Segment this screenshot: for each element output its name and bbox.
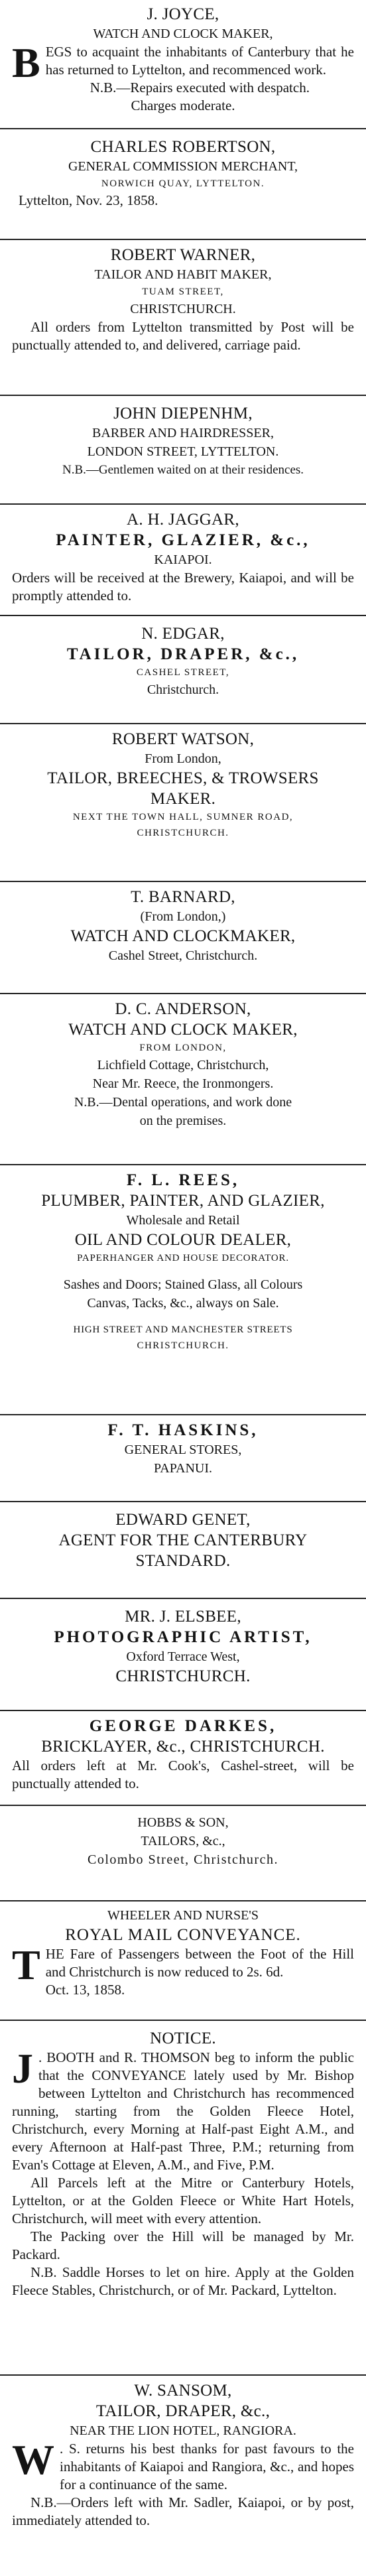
notice-heading: NOTICE. (149, 2029, 216, 2047)
divider-rule (0, 1900, 366, 1901)
trade-line: TAILOR, BREECHES, & TROWSERS (47, 769, 319, 787)
advertiser-name: GEORGE DARKES, (89, 1717, 277, 1735)
trade-line: BARBER AND HAIRDRESSER, (92, 426, 274, 440)
divider-rule (0, 2020, 366, 2021)
trade-line: GENERAL COMMISSION MERCHANT, (68, 159, 298, 174)
advertiser-name: WHEELER AND NURSE'S (107, 1908, 259, 1923)
ad-wheeler (0, 1902, 366, 2020)
divider-rule (0, 128, 366, 129)
date-line: Lyttelton, Nov. 23, 1858. (19, 192, 158, 208)
address-line: Near Mr. Reece, the Ironmongers. (92, 1076, 274, 1091)
trade-line: WATCH AND CLOCKMAKER, (70, 927, 296, 945)
drop-cap: W (12, 2436, 54, 2483)
advertiser-name: F. T. HASKINS, (107, 1421, 259, 1439)
divider-rule (0, 2374, 366, 2376)
trade-line: WATCH AND CLOCK MAKER, (68, 1021, 298, 1039)
town-line: CHRISTCHURCH. (130, 302, 236, 316)
trade-line: TAILOR, DRAPER, &c., (66, 645, 300, 663)
address-line: LONDON STREET, LYTTELTON. (87, 444, 279, 459)
body-text: All orders from Lyttelton transmitted by Post will be punctually attended to, and delivered, carriage paid. (12, 319, 354, 353)
goods-line: Sashes and Doors; Stained Glass, all Colours (63, 1277, 303, 1292)
address-line: CASHEL STREET, (136, 667, 230, 678)
note-line: N.B.—Gentlemen waited on at their residences. (62, 463, 304, 477)
body-paragraph: All Parcels left at the Mitre or Canterbury Hotels, Lyttelton, or at the Golden Fleece or White Hart Hotels, Christchurch, will meet with every attention. (12, 2175, 354, 2226)
divider-rule (0, 993, 366, 994)
address-line: NEXT THE TOWN HALL, SUMNER ROAD, (72, 812, 294, 822)
address-line: NEAR THE LION HOTEL, RANGIORA. (70, 2423, 296, 2438)
address-line: Lichfield Cottage, Christchurch, (97, 1058, 269, 1072)
body-text: All orders left at Mr. Cook's, Cashel-street, will be punctually attended to. (12, 1758, 354, 1791)
trade-line: GENERAL STORES, (124, 1443, 242, 1457)
ad-jaggar (0, 505, 366, 615)
note-line: N.B.—Orders left with Mr. Sadler, Kaiapoi, or by post, immediately attended to. (12, 2494, 354, 2528)
divider-rule (0, 1805, 366, 1806)
divider-rule (0, 1710, 366, 1711)
body-paragraph: The Packing over the Hill will be managed by Mr. Packard. (12, 2228, 354, 2262)
body-text: . S. returns his best thanks for past favours to the inhabitants of Kaiapoi and Rangiora, &c., and hopes for a continuance of the same. (60, 2441, 354, 2492)
body-text: EGS to acquaint the inhabitants of Canterbury that he has returned to Lyttelton, and recommenced work. (45, 44, 354, 78)
address-line: HIGH STREET AND MANCHESTER STREETS (73, 1324, 293, 1335)
drop-cap: J (12, 2045, 33, 2092)
trade-line: STANDARD. (135, 1552, 231, 1570)
divider-rule (0, 239, 366, 240)
trade-line: PAINTER, GLAZIER, &c., (56, 531, 310, 549)
ad-elsbee (0, 1600, 366, 1710)
ad-diepenhm (0, 397, 366, 503)
advertiser-name: JOHN DIEPENHM, (113, 405, 253, 422)
town-line: CHRISTCHURCH. (137, 1340, 229, 1351)
trade-line: TAILOR AND HABIT MAKER, (94, 267, 272, 282)
ad-body (12, 1941, 354, 1988)
divider-rule (0, 503, 366, 505)
goods-line: Canvas, Tacks, &c., always on Sale. (87, 1296, 279, 1311)
advertiser-name: F. L. REES, (126, 1171, 240, 1189)
ad-anderson (0, 995, 366, 1164)
ad-barnard (0, 883, 366, 993)
trade-line: PLUMBER, PAINTER, AND GLAZIER, (41, 1192, 325, 1210)
town-line: CHRISTCHURCH. (115, 1667, 251, 1685)
trade-line: MAKER. (150, 790, 216, 808)
address-line: Oxford Terrace West, (126, 1649, 240, 1664)
divider-rule (0, 1164, 366, 1165)
advertiser-name: J. JOYCE, (147, 5, 219, 23)
trade-line: Wholesale and Retail (126, 1213, 240, 1228)
ad-haskins (0, 1416, 366, 1501)
address-line: Colombo Street, Christchurch. (88, 1852, 278, 1867)
advertiser-name: ROBERT WATSON, (111, 730, 255, 748)
drop-cap: T (12, 1941, 40, 1988)
ad-joyce (0, 0, 366, 128)
ad-body (12, 39, 354, 86)
body-text: . BOOTH and R. THOMSON beg to inform the public that the CONVEYANCE lately used by Mr. Bishop between Lyttelton and Christchurch has recommenced running, starting from the Golden Fleece Hotel, Christchurch, every Morning at Half-past Eight A.M., and every Afternoon at Half-past Three, P.M.; returning from Evan's Cottage at Eleven, A.M., and Five, P.M. (12, 2049, 354, 2173)
advertiser-name: A. H. JAGGAR, (127, 511, 239, 529)
divider-rule (0, 395, 366, 396)
body-paragraph: N.B. Saddle Horses to let on hire. Apply at the Golden Fleece Stables, Christchurch, or of Mr. Packard, Lyttelton. (12, 2264, 354, 2298)
address-line: Cashel Street, Christchurch. (108, 948, 258, 963)
body-text: HE Fare of Passengers between the Foot of the Hill and Christchurch is now reduced to 2s. 6d. (45, 1946, 354, 1980)
ad-sansom (0, 2376, 366, 2576)
ad-genet (0, 1503, 366, 1598)
ad-watson (0, 725, 366, 881)
ad-body (12, 2045, 354, 2174)
advertiser-name: EDWARD GENET, (115, 1511, 251, 1529)
ad-rees (0, 1166, 366, 1414)
ad-robertson (0, 130, 366, 239)
body-text: Orders will be received at the Brewery, Kaiapoi, and will be promptly attended to. (12, 570, 354, 604)
note-line: on the premises. (139, 1114, 227, 1128)
note-line: N.B.—Repairs executed with despatch. (90, 80, 310, 96)
ad-notice (0, 2022, 366, 2374)
trade-line: PAPERHANGER AND HOUSE DECORATOR. (77, 1253, 289, 1263)
note-line: Charges moderate. (131, 97, 235, 113)
advertiser-name: W. SANSOM, (134, 2382, 232, 2400)
trade-line: AGENT FOR THE CANTERBURY (58, 1531, 308, 1549)
divider-rule (0, 723, 366, 724)
note-line: N.B.—Dental operations, and work done (74, 1095, 292, 1110)
ad-edgar (0, 617, 366, 723)
advertiser-name: N. EDGAR, (141, 625, 225, 643)
advertiser-name: MR. J. ELSBEE, (125, 1608, 241, 1626)
advertiser-name: D. C. ANDERSON, (115, 1000, 251, 1018)
date-line: Oct. 13, 1858. (45, 1982, 125, 1998)
trade-line: ROYAL MAIL CONVEYANCE. (65, 1926, 301, 1944)
town-line: CHRISTCHURCH. (137, 828, 229, 838)
divider-rule (0, 615, 366, 616)
advertiser-name: T. BARNARD, (131, 888, 235, 906)
advertiser-name: ROBERT WARNER, (110, 246, 256, 264)
ad-darkes (0, 1712, 366, 1805)
divider-rule (0, 1598, 366, 1599)
drop-cap: B (12, 39, 40, 86)
divider-rule (0, 881, 366, 882)
advertiser-name: CHARLES ROBERTSON, (90, 138, 276, 156)
trade-line: TAILORS, &c., (141, 1834, 225, 1848)
ad-warner (0, 241, 366, 395)
trade-line: OIL AND COLOUR DEALER, (74, 1231, 292, 1249)
origin-line: (From London,) (140, 909, 226, 924)
ad-body (12, 2436, 354, 2494)
trade-line: TAILOR, DRAPER, &c., (95, 2402, 271, 2420)
divider-rule (0, 1501, 366, 1502)
town-line: Christchurch. (147, 682, 219, 697)
trade-line: WATCH AND CLOCK MAKER, (93, 27, 273, 41)
address-line: NORWICH QUAY, LYTTELTON. (101, 178, 265, 189)
divider-rule (0, 1414, 366, 1415)
town-line: KAIAPOI. (154, 552, 212, 567)
ad-hobbs (0, 1807, 366, 1900)
address-line: TUAM STREET, (142, 287, 224, 297)
origin-line: From London, (145, 751, 221, 766)
town-line: PAPANUI. (153, 1461, 212, 1476)
trade-line: PHOTOGRAPHIC ARTIST, (54, 1628, 312, 1646)
advertiser-name: HOBBS & SON, (137, 1815, 229, 1830)
origin-line: FROM LONDON, (139, 1043, 227, 1053)
trade-line: BRICKLAYER, &c., CHRISTCHURCH. (41, 1738, 325, 1756)
